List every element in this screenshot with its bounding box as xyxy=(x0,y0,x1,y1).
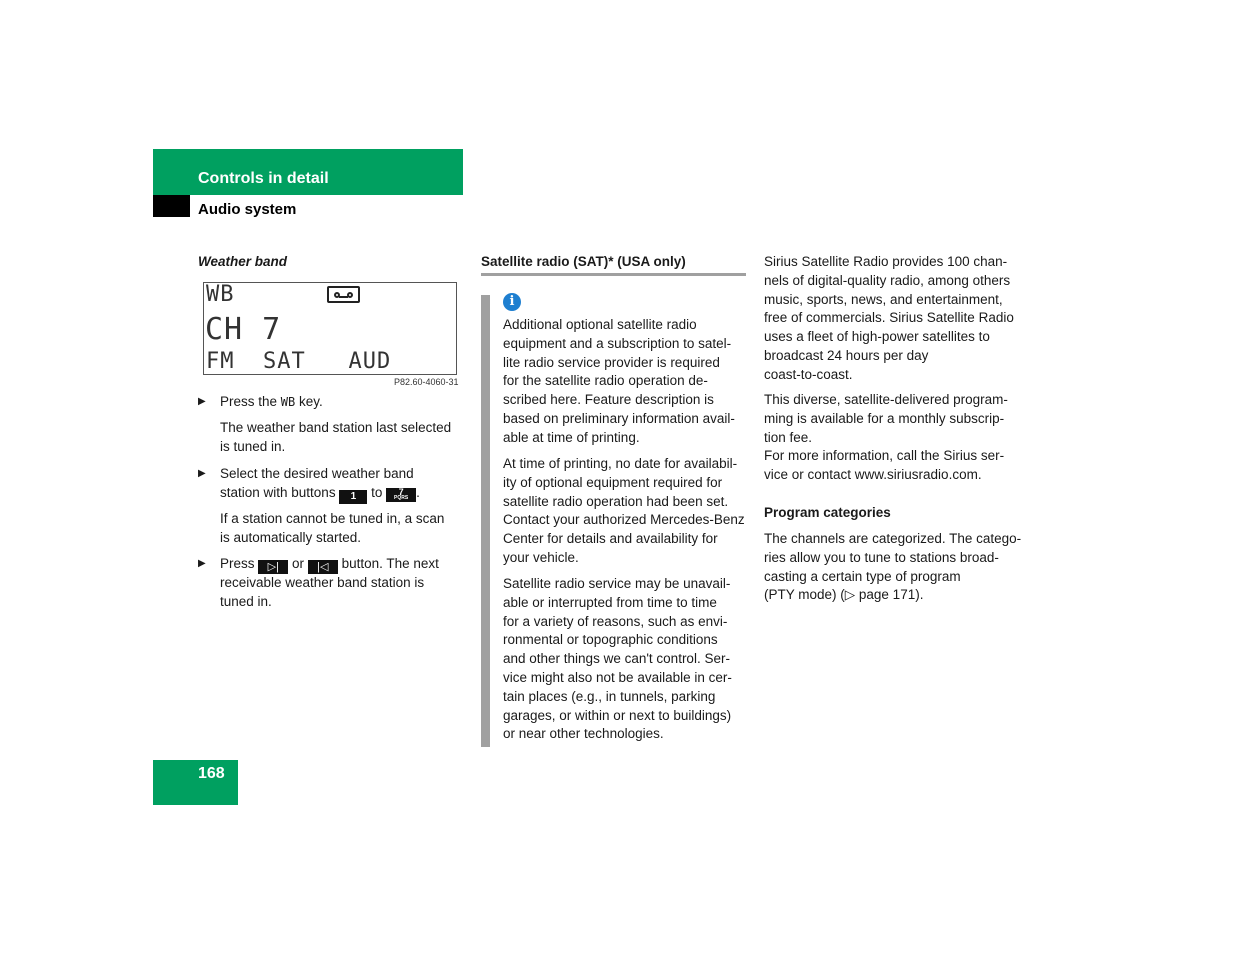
subsection-title: Audio system xyxy=(198,201,297,218)
figure-reference: P82.60-4060-31 xyxy=(394,377,459,387)
skip-back-icon: |◁ xyxy=(308,560,338,574)
bullet-icon: ▶ xyxy=(198,468,206,479)
info-paragraph-1: Additional optional satellite radio equipment and a subscription to satel- lite radio service provider is required for the satellite radio operation de- scribed here. Feature description is based on preliminary information avail- able at time of printing. xyxy=(503,317,735,445)
info-paragraph-3: Satellite radio service may be unavail- able or interrupted from time to time for a variety of reasons, such as envi- ronmental or topographic conditions and other things we can't control. Ser- vice might also not be available in cer- tain places (e.g., in tunnels, parking garages, or within or next to buildings) or near other technologies. xyxy=(503,576,732,742)
bullet-icon: ▶ xyxy=(198,558,206,569)
button-7-icon: 7 PQRS xyxy=(386,488,416,502)
button-1-icon: 1 xyxy=(339,490,367,504)
step-1: ▶ Press the WB key. xyxy=(198,393,468,412)
cassette-icon xyxy=(327,286,360,303)
program-categories-paragraph: The channels are categorized. The catego- ries allow you to tune to stations broad- casting a certain type of program (PTY mode) (▷ page 171). xyxy=(764,530,1039,605)
sirius-paragraph-1: Sirius Satellite Radio provides 100 chan- nels of digital-quality radio, among others music, sports, news, and entertainment, free of commercials. Sirius Satellite Radio uses a fleet of high-power satellites to broadcast 24 hours per day coast-to-coast. xyxy=(764,254,1014,382)
info-icon: i xyxy=(503,293,521,311)
step-2-result: If a station cannot be tuned in, a scan is automatically started. xyxy=(220,511,445,545)
step-3: ▶ Press ▷| or |◁ button. The next receivable weather band station is tuned in. xyxy=(198,556,439,609)
page-number-band xyxy=(153,760,238,805)
page-link[interactable]: (PTY mode) (▷ page 171). xyxy=(764,587,924,603)
display-row-1: WB xyxy=(206,282,235,307)
section-title: Controls in detail xyxy=(198,170,329,187)
display-row-3: FM SAT AUD xyxy=(206,349,392,374)
sirius-paragraph-2: This diverse, satellite-delivered program- ming is available for a monthly subscrip- tion fee. For more information, call the Sirius ser- vice or contact www.siriusradio.com. xyxy=(764,392,1008,483)
program-categories-heading: Program categories xyxy=(764,505,891,520)
info-paragraph-2: At time of printing, no date for availabil- ity of optional equipment required for satellite radio operation had been set. Contact your authorized Mercedes-Benz Center for details and availability for your vehicle. xyxy=(503,456,745,565)
step-2: ▶ Select the desired weather band station with buttons 1 to 7 PQRS . xyxy=(198,466,420,502)
heading-rule xyxy=(481,273,746,276)
wb-key: WB xyxy=(280,395,296,409)
skip-forward-icon: ▷| xyxy=(258,560,288,574)
weather-band-heading: Weather band xyxy=(198,254,288,269)
step-1-result: The weather band station last selected is tuned in. xyxy=(220,420,452,454)
subsection-marker xyxy=(153,195,190,217)
satellite-radio-heading: Satellite radio (SAT)* (USA only) xyxy=(481,254,686,269)
page-number: 168 xyxy=(198,765,225,782)
bullet-icon: ▶ xyxy=(198,396,206,407)
info-sidebar xyxy=(481,295,490,747)
display-row-2: CH 7 xyxy=(205,312,282,347)
radio-display xyxy=(203,282,457,375)
